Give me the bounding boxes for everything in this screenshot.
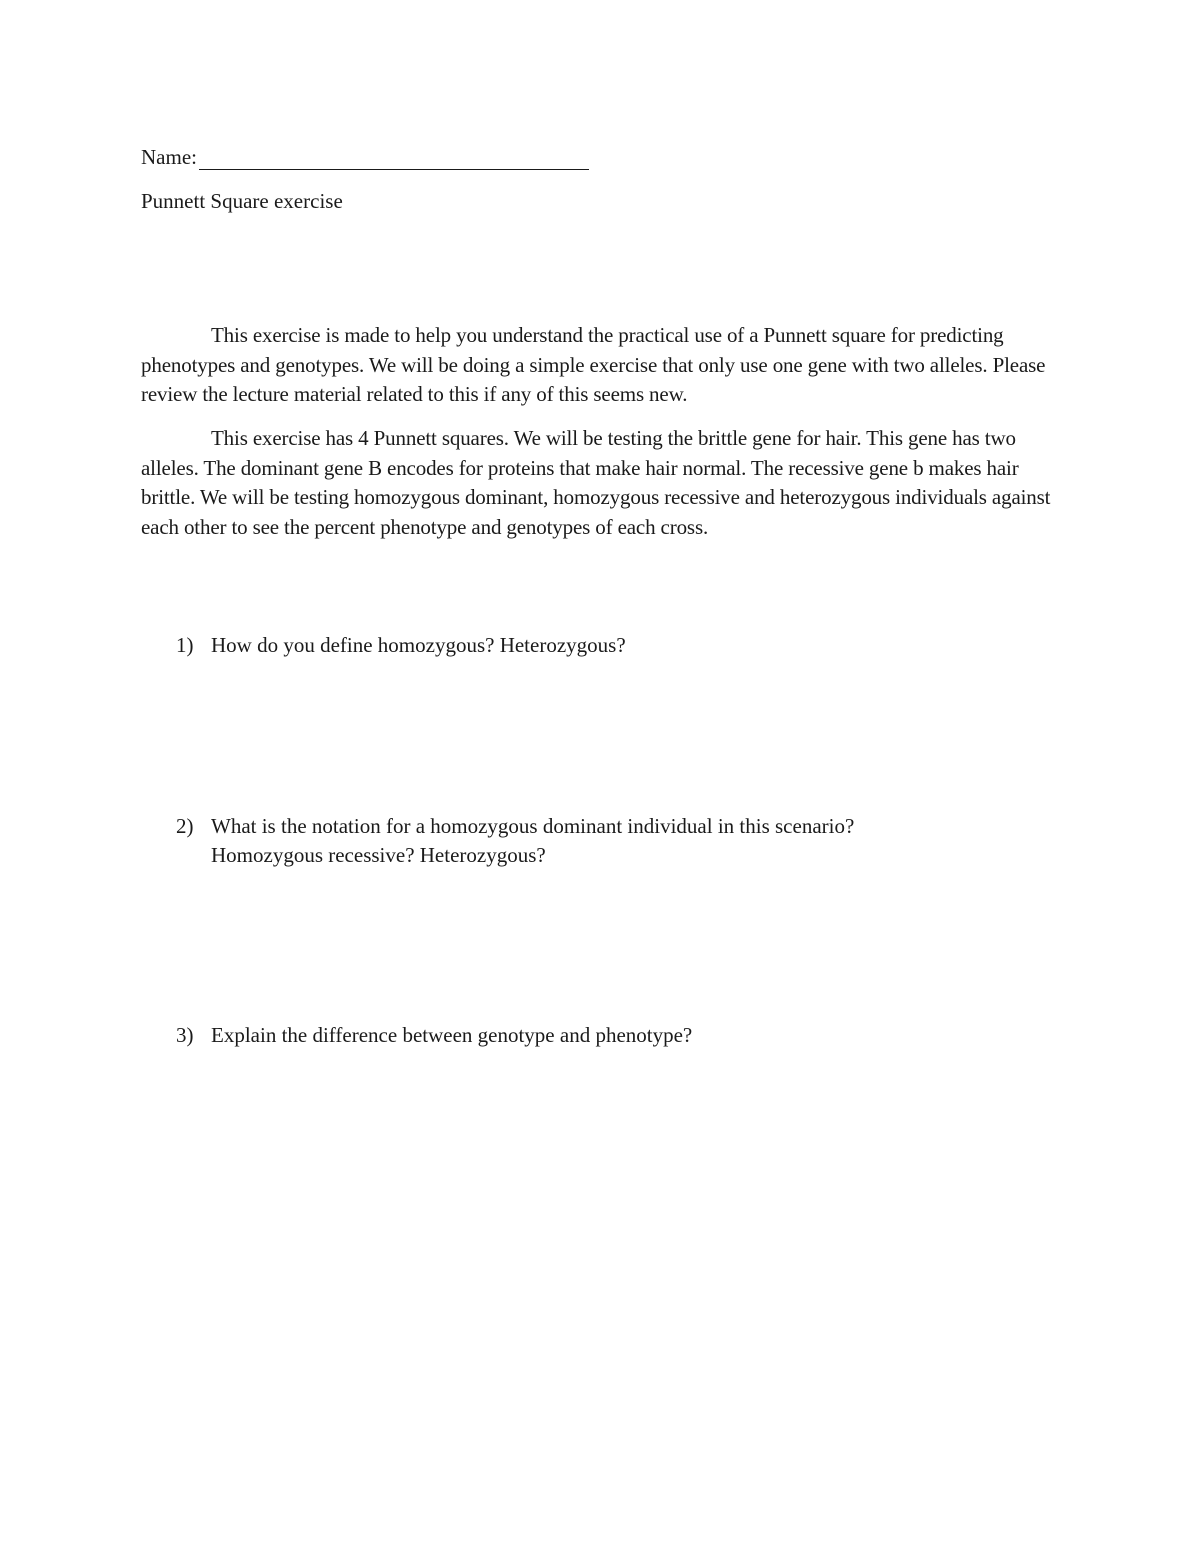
question-1 <box>176 631 976 660</box>
question-text-line-2: Homozygous recessive? Heterozygous? <box>211 843 546 867</box>
question-text <box>211 812 976 870</box>
name-field <box>141 144 589 170</box>
question-2 <box>176 812 976 870</box>
question-text: Explain the difference between genotype and phenotype? <box>211 1023 693 1047</box>
intro-paragraph: This exercise is made to help you understand the practical use of a Punnett square for predicting phenotypes and genotypes. We will be doing a simple exercise that only use one gene with two alleles. Please review the lecture material related to this if any of this seems new. <box>141 323 1046 406</box>
question-number: 2) <box>176 814 194 838</box>
name-blank-line <box>199 145 589 170</box>
instructions-paragraph: This exercise has 4 Punnett squares. We will be testing the brittle gene for hair. This gene has two alleles. The dominant gene B encodes for proteins that make hair normal. The recessive gene b makes hair brittle. We will be testing homozygous dominant, homozygous recessive and heterozygous individuals against each other to see the percent phenotype and genotypes of each cross. <box>141 426 1051 539</box>
question-number: 3) <box>176 1023 194 1047</box>
name-label: Name: <box>141 145 197 169</box>
question-text-line-1: What is the notation for a homozygous dominant individual in this scenario? <box>211 814 855 838</box>
question-number: 1) <box>176 633 194 657</box>
question-text: How do you define homozygous? Heterozygous? <box>211 633 626 657</box>
document-title: Punnett Square exercise <box>141 189 343 213</box>
question-3 <box>176 1021 976 1050</box>
